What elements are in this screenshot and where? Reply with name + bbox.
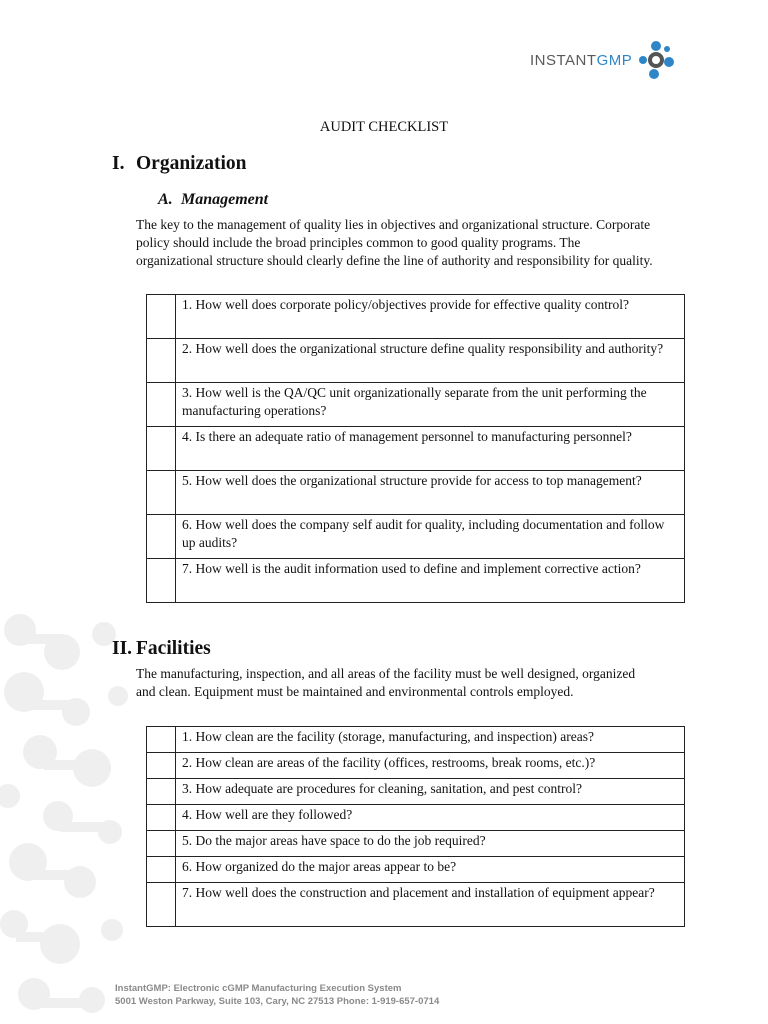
table-row xyxy=(147,383,685,427)
question-text: 6. How well does the company self audit for quality, including documentation and follow up audits? xyxy=(176,515,685,559)
section-organization-heading xyxy=(112,153,247,175)
table-row xyxy=(147,727,685,753)
footer-company-line: InstantGMP: Electronic cGMP Manufacturing Execution System xyxy=(115,983,402,994)
checkbox-cell[interactable] xyxy=(147,559,176,603)
checkbox-cell[interactable] xyxy=(147,883,176,927)
subsection-management-heading xyxy=(158,191,268,209)
section-title: Organization xyxy=(136,153,247,174)
checkbox-cell[interactable] xyxy=(147,753,176,779)
question-text: 6. How organized do the major areas appear to be? xyxy=(176,857,685,883)
question-text: 4. How well are they followed? xyxy=(176,805,685,831)
checkbox-cell[interactable] xyxy=(147,727,176,753)
question-text: 1. How clean are the facility (storage, manufacturing, and inspection) areas? xyxy=(176,727,685,753)
section-number: II. xyxy=(112,638,133,659)
checkbox-cell[interactable] xyxy=(147,383,176,427)
checkbox-cell[interactable] xyxy=(147,805,176,831)
table-row xyxy=(147,339,685,383)
footer-address-line: 5001 Weston Parkway, Suite 103, Cary, NC 27513 Phone: 1-919-657-0714 xyxy=(115,996,440,1007)
section-facilities-heading xyxy=(112,638,211,660)
checkbox-cell[interactable] xyxy=(147,471,176,515)
table-row xyxy=(147,295,685,339)
page-footer xyxy=(115,982,439,1008)
facilities-checklist-table xyxy=(146,726,685,927)
question-text: 1. How well does corporate policy/objectives provide for effective quality control? xyxy=(176,295,685,339)
subsection-letter: A. xyxy=(158,191,173,208)
question-text: 2. How clean are areas of the facility (offices, restrooms, break rooms, etc.)? xyxy=(176,753,685,779)
checkbox-cell[interactable] xyxy=(147,295,176,339)
facilities-description: The manufacturing, inspection, and all areas of the facility must be well designed, organized and clean. Equipment must be maintained and environmental controls employed. xyxy=(136,666,636,699)
section-number: I. xyxy=(112,153,125,174)
table-row xyxy=(147,515,685,559)
question-text: 7. How well does the construction and placement and installation of equipment appear? xyxy=(176,883,685,927)
logo-wordmark: INSTANTGMP xyxy=(530,51,633,69)
table-row xyxy=(147,883,685,927)
management-description: The key to the management of quality lies in objectives and organizational structure. Corporate policy should include the broad principles common to good quality programs. The organizational structure should clearly define the line of authority and responsibility for quality. xyxy=(136,217,653,268)
question-text: 4. Is there an adequate ratio of management personnel to manufacturing personnel? xyxy=(176,427,685,471)
question-text: 7. How well is the audit information used to define and implement corrective action? xyxy=(176,559,685,603)
question-text: 3. How well is the QA/QC unit organizationally separate from the unit performing the manufacturing operations? xyxy=(176,383,685,427)
checkbox-cell[interactable] xyxy=(147,515,176,559)
question-text: 2. How well does the organizational structure define quality responsibility and authority? xyxy=(176,339,685,383)
table-row xyxy=(147,471,685,515)
subsection-title: Management xyxy=(181,191,269,208)
table-row xyxy=(147,779,685,805)
table-row xyxy=(147,559,685,603)
checkbox-cell[interactable] xyxy=(147,831,176,857)
question-text: 3. How adequate are procedures for cleaning, sanitation, and pest control? xyxy=(176,779,685,805)
document-title: AUDIT CHECKLIST xyxy=(319,119,449,135)
question-text: 5. How well does the organizational structure provide for access to top management? xyxy=(176,471,685,515)
table-row xyxy=(147,805,685,831)
table-row xyxy=(147,831,685,857)
checkbox-cell[interactable] xyxy=(147,427,176,471)
molecule-logo-icon xyxy=(636,40,676,80)
section-title: Facilities xyxy=(136,638,211,659)
checkbox-cell[interactable] xyxy=(147,339,176,383)
molecule-watermark xyxy=(0,600,130,1024)
table-row xyxy=(147,427,685,471)
checkbox-cell[interactable] xyxy=(147,857,176,883)
table-row xyxy=(147,857,685,883)
question-text: 5. Do the major areas have space to do the job required? xyxy=(176,831,685,857)
organization-checklist-table xyxy=(146,294,685,603)
checkbox-cell[interactable] xyxy=(147,779,176,805)
table-row xyxy=(147,753,685,779)
instantgmp-logo xyxy=(530,40,676,80)
